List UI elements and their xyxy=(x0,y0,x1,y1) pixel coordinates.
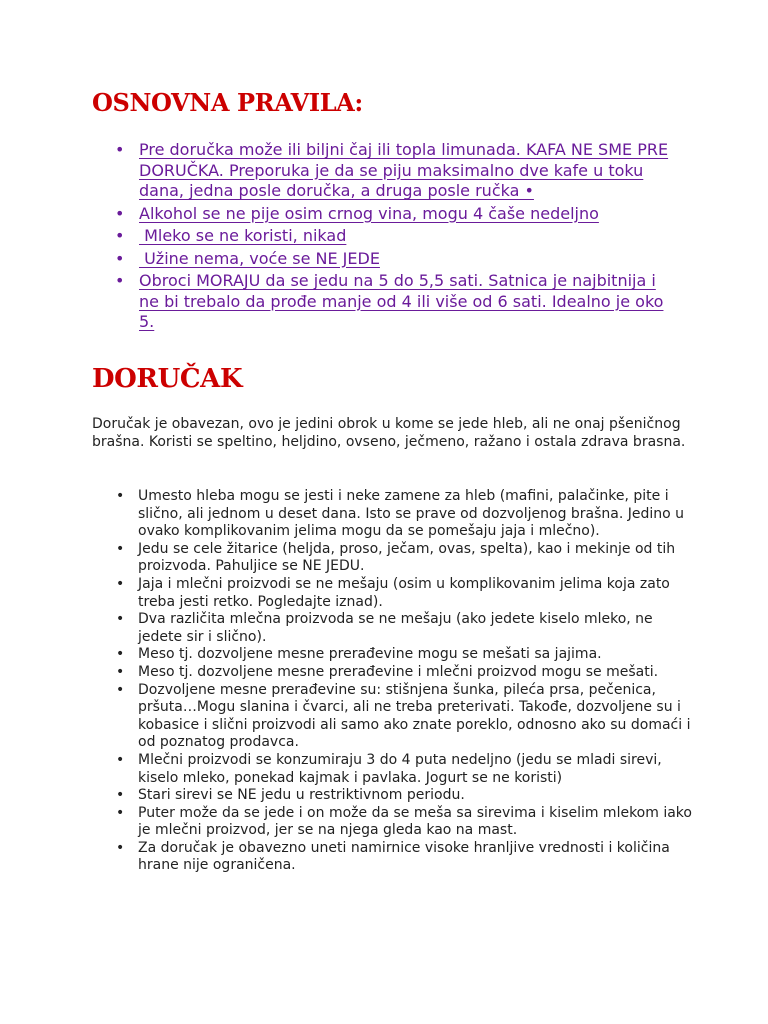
rule-text: Pre doručka može ili biljni čaj ili topla limunada. KAFA NE SME PRE DORUČKA. Preporuka je da se piju maksimalno dve kafe u toku dana, jedna posle doručka, a druga posle ručka • xyxy=(139,140,669,200)
bullet-icon: • xyxy=(116,804,125,821)
list-item xyxy=(116,752,696,787)
list-item xyxy=(116,611,696,646)
basic-rules-heading: OSNOVNA PRAVILA: xyxy=(92,88,363,117)
rule-item[interactable] xyxy=(114,271,674,333)
bullet-icon: • xyxy=(116,646,125,663)
bullet-icon: • xyxy=(116,488,125,504)
bullet-icon: • xyxy=(116,663,125,680)
list-item xyxy=(116,646,696,664)
list-item xyxy=(116,576,696,611)
bullet-icon: • xyxy=(115,226,125,245)
rule-item[interactable] xyxy=(114,249,674,270)
bullet-icon: • xyxy=(115,140,125,159)
bullet-icon: • xyxy=(115,248,125,268)
rule-text: Obroci MORAJU da se jedu na 5 do 5,5 sati. Satnica je najbitnija i ne bi trebalo da prođe manje od 4 ili više od 6 sati. Idealno je oko 5. xyxy=(139,271,664,331)
basic-rules-list xyxy=(114,140,674,335)
rule-text: Užine nema, voće se NE JEDE xyxy=(139,248,380,268)
list-item-text: Za doručak je obavezno uneti namirnice visoke hranljive vrednosti i količina hrane nije ograničena. xyxy=(138,839,670,874)
list-item-text: Jaja i mlečni proizvodi se ne mešaju (osim u komplikovanim jelima koja zato treba jesti retko. Pogledajte iznad). xyxy=(138,575,670,610)
bullet-icon: • xyxy=(115,271,125,290)
list-item-text: Umesto hleba mogu se jesti i neke zamene za hleb (mafini, palačinke, pite i slično, ali jednom u deset dana. Isto se prave od dozvoljenog brašna. Jedino u ovako komplikovanim jelima mogu da se pomešaju jaja i mlečno). xyxy=(138,488,685,540)
bullet-icon: • xyxy=(116,611,125,628)
bullet-icon: • xyxy=(116,575,125,592)
bullet-icon: • xyxy=(116,787,125,804)
bullet-icon: • xyxy=(116,681,125,698)
list-item xyxy=(116,682,696,752)
bullet-icon: • xyxy=(115,203,125,223)
list-item-text: Mlečni proizvodi se konzumiraju 3 do 4 puta nedeljno (jedu se mladi sirevi, kiselo mleko, ponekad kajmak i pavlaka. Jogurt se ne koristi) xyxy=(138,751,662,786)
list-item xyxy=(116,488,696,541)
bullet-icon: • xyxy=(116,751,125,768)
list-item xyxy=(116,787,696,805)
list-item-text: Puter može da se jede i on može da se meša sa sirevima i kiselim mlekom iako je mlečni proizvod, jer se na njega gleda kao na mast. xyxy=(138,804,692,839)
list-item-text: Dva različita mlečna proizvoda se ne mešaju (ako jedete kiselo mleko, ne jedete sir i slično). xyxy=(138,611,653,645)
bullet-icon: • xyxy=(116,540,125,557)
list-item-text: Meso tj. dozvoljene mesne prerađevine i mlečni proizvod mogu se mešati. xyxy=(138,663,659,680)
list-item xyxy=(116,840,696,875)
list-item-text: Jedu se cele žitarice (heljda, proso, ječam, ovas, spelta), kao i mekinje od tih proizvoda. Pahuljice se NE JEDU. xyxy=(138,540,676,575)
list-item xyxy=(116,664,696,682)
list-item-text: Stari sirevi se NE jedu u restriktivnom periodu. xyxy=(138,787,465,804)
breakfast-heading: DORUČAK xyxy=(92,364,243,394)
list-item-text: Meso tj. dozvoljene mesne prerađevine mogu se mešati sa jajima. xyxy=(138,646,602,663)
breakfast-list xyxy=(116,488,696,875)
rule-item[interactable] xyxy=(114,140,674,202)
rule-text: Alkohol se ne pije osim crnog vina, mogu 4 čaše nedeljno xyxy=(139,203,599,223)
bullet-icon: • xyxy=(116,839,125,856)
rule-item[interactable] xyxy=(114,204,674,225)
list-item xyxy=(116,805,696,840)
list-item xyxy=(116,541,696,576)
breakfast-intro-paragraph: Doručak je obavezan, ovo je jedini obrok u kome se jede hleb, ali ne onaj pšeničnog brašna. Koristi se speltino, heljdino, ovseno, ječmeno, ražano i ostala zdrava brasna. xyxy=(92,416,686,450)
list-item-text: Dozvoljene mesne prerađevine su: stišnjena šunka, pileća prsa, pečenica, pršuta…Mogu slanina i čvarci, ali ne treba preterivati. Takođe, dozvoljene su i kobasice i slični proizvodi ali samo ako znate poreklo, odnosno ako su domaći i od poznatog prodavca. xyxy=(138,681,691,751)
rule-item[interactable] xyxy=(114,226,674,247)
rule-text: Mleko se ne koristi, nikad xyxy=(139,226,347,245)
